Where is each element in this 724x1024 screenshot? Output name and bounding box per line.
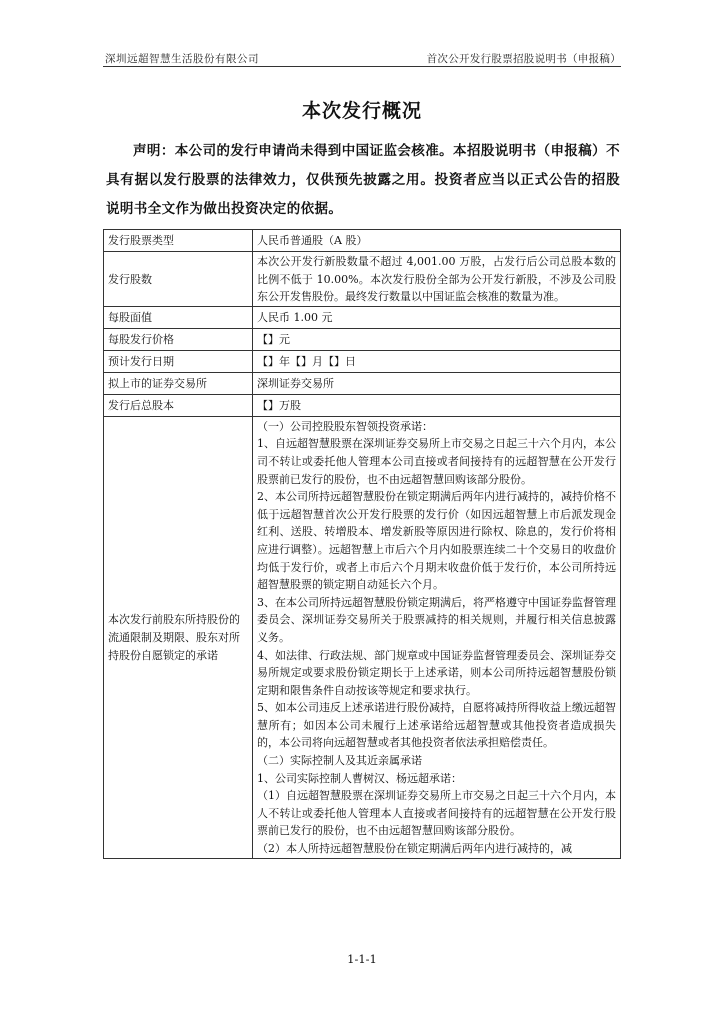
table-row <box>104 416 621 858</box>
value-paragraph: 本次公开发行新股数量不超过 4,001.00 万股，占发行后公司总股本数的比例不低于 10.00%。本次发行股份全部为公开发行新股，不涉及公司股东公开发售股份。最终发行数量以中国证监会核准的数量为准。 <box>257 255 616 304</box>
value-paragraph: （1）自远超智慧股票在深圳证券交易所上市交易之日起三十六个月内，本人不转让或委托他人管理本人直接或者间接持有的远超智慧在公开发行股票前已发行的股份，也不由远超智慧回购该部分股份。 <box>257 789 616 838</box>
value-paragraph: 【】年【】月【】日 <box>257 354 356 368</box>
value-paragraph: 人民币 1.00 元 <box>257 310 333 324</box>
value-paragraph: 1、公司实际控制人曹树汉、杨远超承诺： <box>257 771 462 785</box>
table-row <box>104 306 621 328</box>
row-label: 每股面值 <box>104 306 253 328</box>
value-paragraph: 4、如法律、行政法规、部门规章或中国证券监督管理委员会、深圳证券交易所规定或要求股份锁定期长于上述承诺，则本公司所持远超智慧股份锁定期和限售条件自动按该等规定和要求执行。 <box>257 648 616 697</box>
row-label: 发行股票类型 <box>104 230 253 252</box>
row-value <box>253 252 621 307</box>
row-label: 每股发行价格 <box>104 328 253 350</box>
row-value <box>253 328 621 350</box>
row-value <box>253 416 621 858</box>
table-row <box>104 394 621 416</box>
value-paragraph: 3、在本公司所持远超智慧股份锁定期满后，将严格遵守中国证券监督管理委员会、深圳证券交易所关于股票减持的相关规则，并履行相关信息披露义务。 <box>257 595 616 644</box>
row-value <box>253 350 621 372</box>
row-label: 预计发行日期 <box>104 350 253 372</box>
row-value <box>253 372 621 394</box>
header-divider <box>103 66 621 67</box>
value-paragraph: 人民币普通股（A 股） <box>257 234 368 248</box>
row-value <box>253 230 621 252</box>
header-document-title: 首次公开发行股票招股说明书（申报稿） <box>426 53 621 65</box>
value-paragraph: 【】元 <box>257 332 290 346</box>
value-paragraph: （2）本人所持远超智慧股份在锁定期满后两年内进行减持的，减 <box>257 842 572 856</box>
table-row <box>104 230 621 252</box>
row-label: 发行股数 <box>104 252 253 307</box>
page-number: 1-1-1 <box>347 952 377 966</box>
value-paragraph: 【】万股 <box>257 398 301 412</box>
row-value <box>253 394 621 416</box>
page-title: 本次发行概况 <box>301 100 422 122</box>
header-company: 深圳远超智慧生活股份有限公司 <box>105 53 259 65</box>
table-row <box>104 350 621 372</box>
page-header <box>103 48 621 66</box>
table-row <box>104 372 621 394</box>
row-label: 发行后总股本 <box>104 394 253 416</box>
value-paragraph: 深圳证券交易所 <box>257 376 334 390</box>
offering-summary-table <box>103 229 621 859</box>
value-paragraph: 5、如本公司违反上述承诺进行股份减持，自愿将减持所得收益上缴远超智慧所有；如因本公司未履行上述承诺给远超智慧或其他投资者造成损失的，本公司将向远超智慧或者其他投资者依法承担赔偿责任。 <box>257 701 616 750</box>
table-row <box>104 252 621 307</box>
row-label: 拟上市的证券交易所 <box>104 372 253 394</box>
row-value <box>253 306 621 328</box>
table-row <box>104 328 621 350</box>
row-label: 本次发行前股东所持股份的流通限制及期限、股东对所持股份自愿锁定的承诺 <box>104 416 253 858</box>
value-paragraph: （一）公司控股股东智领投资承诺： <box>257 419 433 433</box>
disclaimer-statement: 声明：本公司的发行申请尚未得到中国证监会核准。本招股说明书（申报稿）不具有据以发行股票的法律效力，仅供预先披露之用。投资者应当以正式公告的招股说明书全文作为做出投资决定的依据。 <box>106 143 620 217</box>
value-paragraph: （二）实际控制人及其近亲属承诺 <box>257 754 422 768</box>
value-paragraph: 2、本公司所持远超智慧股份在锁定期满后两年内进行减持的，减持价格不低于远超智慧首次公开发行股票的发行价（如因远超智慧上市后派发现金红利、送股、转增股本、增发新股等原因进行除权、除息的，发行价将相应进行调整）。远超智慧上市后六个月内如股票连续二十个交易日的收盘价均低于发行价，或者上市后六个月期末收盘价低于发行价，本公司所持远超智慧股票的锁定期自动延长六个月。 <box>257 490 616 592</box>
value-paragraph: 1、自远超智慧股票在深圳证券交易所上市交易之日起三十六个月内，本公司不转让或委托他人管理本公司直接或者间接持有的远超智慧在公开发行股票前已发行的股份，也不由远超智慧回购该部分股份。 <box>257 437 616 486</box>
